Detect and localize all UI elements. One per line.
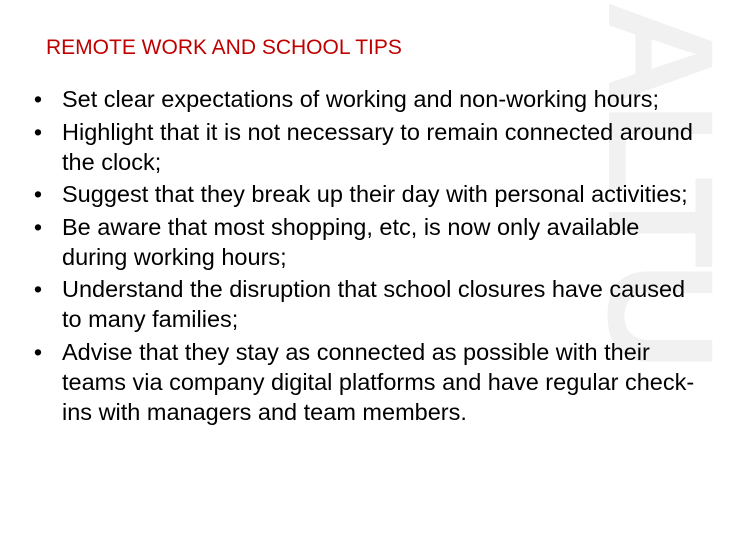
list-item (28, 337, 708, 427)
tip-text: Advise that they stay as connected as possible with their teams via company digital platforms and have regular check-ins with managers and team members. (62, 338, 695, 425)
tip-text: Understand the disruption that school closures have caused to many families; (62, 276, 686, 332)
tip-text: Set clear expectations of working and non-working hours; (62, 86, 659, 112)
list-item (28, 117, 708, 177)
list-item (28, 84, 708, 114)
bullet-icon: • (33, 181, 43, 207)
bullet-icon: • (33, 86, 43, 112)
watermark-text: ALTU (577, 0, 745, 365)
slide-title: REMOTE WORK AND SCHOOL TIPS (46, 36, 402, 59)
bullet-icon: • (33, 338, 43, 365)
bullet-icon: • (33, 213, 43, 240)
tip-text: Be aware that most shopping, etc, is now only available during working hours; (62, 213, 640, 270)
bullet-icon: • (33, 276, 43, 302)
list-item (28, 179, 708, 209)
list-item (28, 212, 708, 272)
tips-list (28, 84, 708, 429)
tip-text: Highlight that it is not necessary to remain connected around the clock; (62, 118, 693, 175)
tip-text: Suggest that they break up their day with personal activities; (62, 181, 688, 207)
list-item (28, 274, 708, 334)
bullet-icon: • (33, 118, 43, 145)
